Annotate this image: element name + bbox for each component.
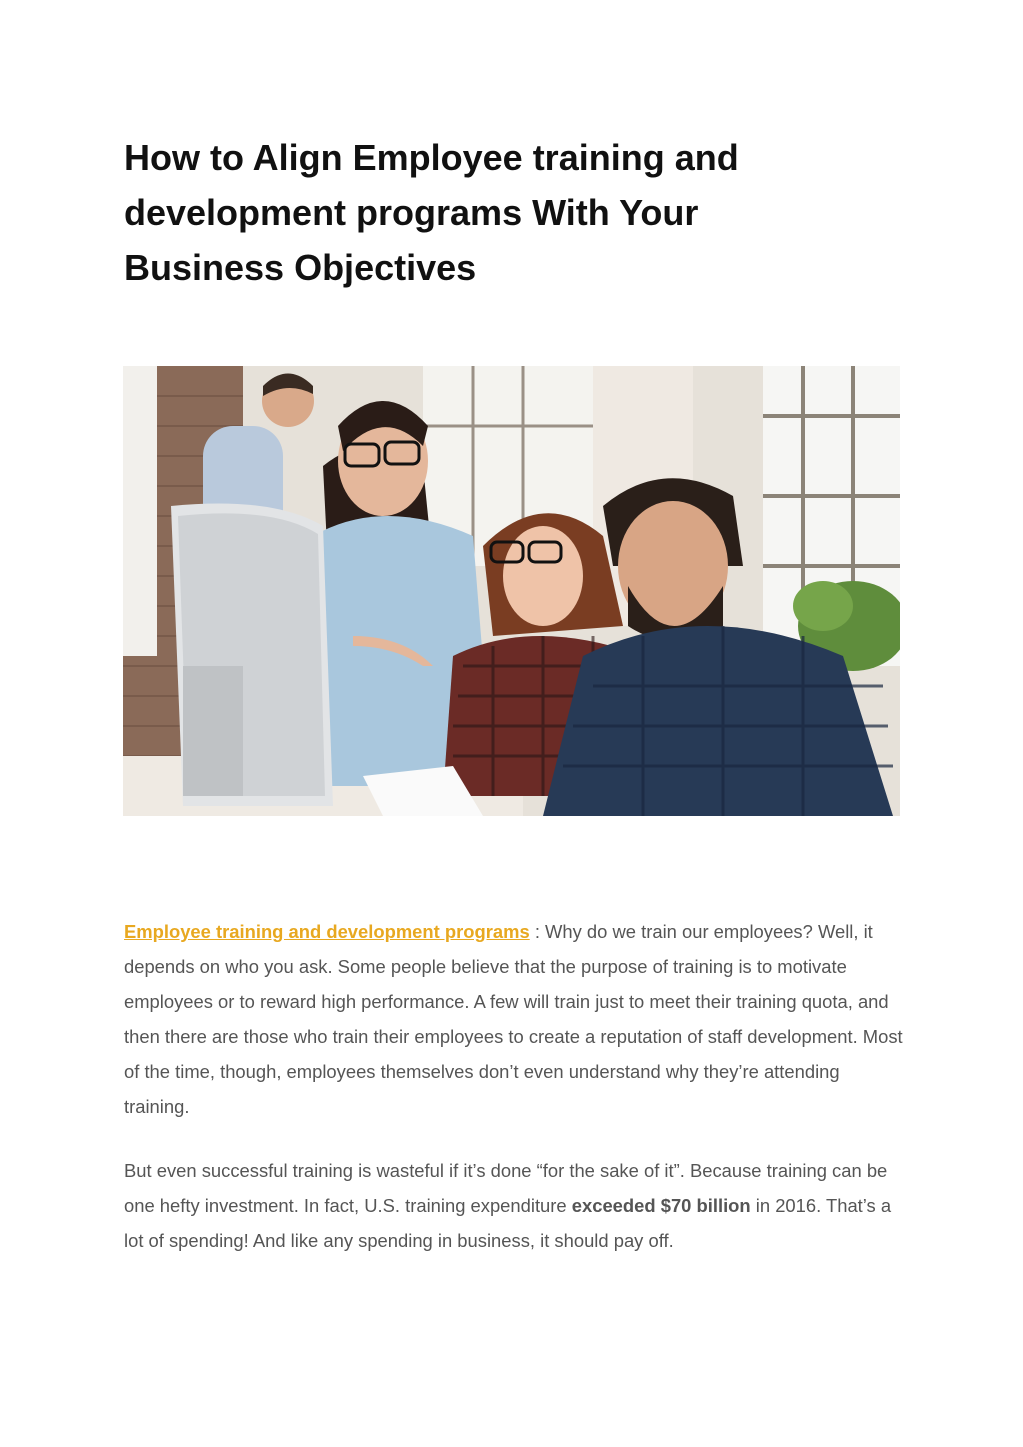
hero-image bbox=[123, 366, 900, 816]
training-programs-link[interactable]: Employee training and development programs bbox=[124, 921, 530, 942]
title-line-1: How to Align Employee training and bbox=[124, 137, 739, 178]
photo-illustration bbox=[123, 366, 900, 816]
expenditure-highlight: exceeded $70 billion bbox=[571, 1195, 751, 1216]
title-line-2: development programs With Your bbox=[124, 192, 699, 233]
title-line-3: Business Objectives bbox=[124, 247, 477, 288]
article-title bbox=[124, 130, 884, 295]
investment-paragraph bbox=[124, 1153, 904, 1258]
investment-text-after: in 2016. That’s a lot of spending! And like any spending in business, it should pay off. bbox=[124, 1195, 892, 1251]
intro-paragraph bbox=[124, 914, 904, 1124]
intro-paragraph-text: : Why do we train our employees? Well, it depends on who you ask. Some people believe that the purpose of training is to motivate employees or to reward high performance. A few will train just to meet their training quota, and then there are those who train their employees to create a reputation of staff development. Most of the time, though, employees themselves don’t even understand why they’re attending training. bbox=[124, 921, 903, 1117]
investment-text-before: But even successful training is wasteful if it’s done “for the sake of it”. Because training can be one hefty investment. In fact, U.S. training expenditure bbox=[124, 1160, 888, 1216]
